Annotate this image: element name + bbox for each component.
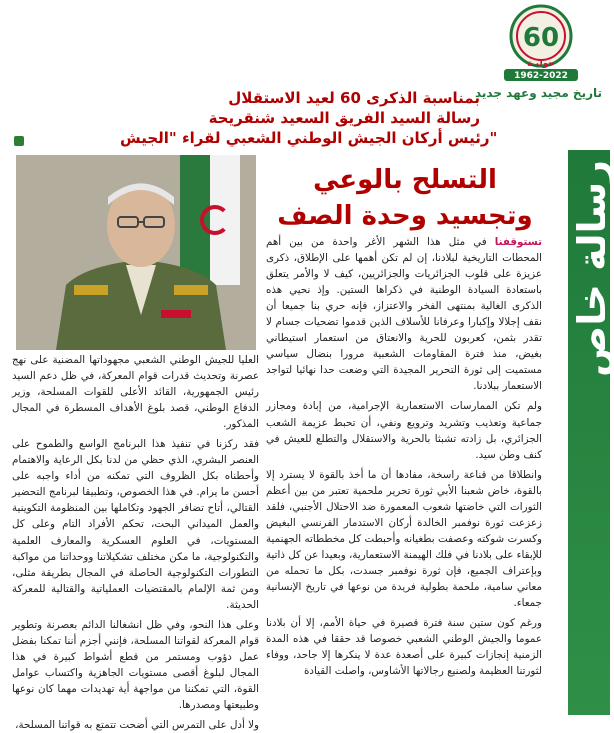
headline	[120, 88, 498, 148]
subheading-line-1: التسلح بالوعي	[313, 165, 497, 195]
section-sidebar	[568, 150, 614, 715]
headline-line-3: رئيس أركان الجيش الوطني الشعبي لقراء "الجيش"	[120, 129, 498, 147]
headline-line-1: بمناسبة الذكرى 60 لعيد الاستقلال	[228, 89, 480, 107]
decorative-square	[14, 136, 24, 146]
date-tag: تاريخ مجيد وعهد جديد	[474, 86, 602, 100]
paragraph: ورغم كون ستين سنة فترة قصيرة في حياة الأمم، إلا أن بلادنا عموما والجيش الوطني الشعبي خصوصا قد حققا في هذه المدة الزمنية إنجازات كبيرة على أصعدة عدة لا ينكرها إلا جاحد، ووفاء لثورتنا العظيمة ولصنيع رجالاتها الأشاوس، واصلت القيادة	[266, 617, 542, 678]
logo-year-range: 1962-2022	[514, 71, 568, 81]
paragraph: وعلى هذا النحو، وفي ظل انشغالنا الدائم بعصرنة وتطوير قوام المعركة لقواتنا المسلحة، فإنني أجزم أننا تمكنا بفضل عمل دؤوب ومستمر من قطع أشواط كبيرة في هذا المجال لبلوغ أقصى مستويات الجاهزية واكتساب عوامل القوة، التي تمكننا من مواجهة أية تهديدات مهما كان نوعها وطبيعتها ومصدرها.	[12, 618, 259, 711]
paragraph: العليا للجيش الوطني الشعبي مجهوداتها المضنية على نهج عصرنة وتحديث قدرات قوام المعركة، في ظل دعم السيد رئيس الجمهورية، القائد الأعلى للقوات المسلحة، وزير الدفاع الوطني، قصد بلوغ الأهداف المسطرة في المجال المذكور.	[12, 354, 259, 431]
logo-caption: حوليـة	[527, 59, 555, 69]
subheading-line-2: وتجسيد وحدة الصف	[277, 201, 533, 231]
logo-number: 60	[522, 23, 560, 53]
paragraph: ولا أدل على التمرس التي أضحت تتمتع به قواتنا المسلحة،	[15, 719, 259, 732]
headline-line-2: رسالة السيد الفريق السعيد شنقريحة	[208, 109, 480, 127]
officer-photo	[16, 155, 256, 350]
subheading	[270, 162, 540, 234]
article-column-right	[266, 234, 542, 714]
paragraph: ولم تكن الممارسات الاستعمارية الإجرامية، من إبادة ومجازر جماعية وتعذيب وتشريد وترويع ونفي، أن تحبط عزيمة الشعب الجزائري، بل زادته تشبثا بالحرية والاستقلال والتطلع للعيش في كنف وطن سيد.	[266, 400, 542, 461]
article-column-left	[12, 352, 259, 732]
sidebar-title: رسالة خاص	[570, 160, 614, 377]
paragraph: فقد ركزنا في تنفيذ هذا البرنامج الواسع والطموح على العنصر البشري، الذي حظي من لدنا بكل الرعاية والاهتمام وأحطناه بكل الظروف التي تمكنه من أداء واجبه على أحسن ما يرام. في هذا الخصوص، وتطبيقا لبرنامج التحضير القتالي، أتاح تضافر الجهود وتكاملها بين المنظومة التكوينية والعمل الميداني البحت، تحكم الأفراد التام وعلى كل المستويات، في العلوم العسكرية والمعارف العلمية والتكنولوجية، ما مكن مختلف تشكيلاتنا ووحداتنا من مواكبة التطورات التكنولوجية الحاصلة في المجال بطريقة مثلى، ومن ثمة الإلمام بالمقتضيات العملياتية والقتالية للمعركة الحديثة.	[12, 438, 259, 611]
page-header	[0, 0, 610, 150]
anniversary-logo	[476, 2, 606, 82]
lead-keyword: تستوقفنا	[494, 236, 542, 248]
paragraph: وانطلاقا من قناعة راسخة، مفادها أن ما أخذ بالقوة لا يسترد إلا بالقوة، خاض شعبنا الأبي ثورة تحرير ملحمية تعتبر من بين أعظم الثورات التي خاضتها شعوب المعمورة ضد الاحتلال الأجنبي، فلقد زعزعت ثورة نوفمبر الخالدة أركان الاستدمار الفرنسي البغيض وكسرت شوكته وعصفت بطغيانه وأحبطت كل مخططاته الجهنمية للإبقاء على بلادنا في فلك الهيمنة الاستعمارية، وبعيدا عن كل ذاتية وبإعتراف الجميع، فإن ثورة نوفمبر جسدت، بكل ما تحمله من معاني سامية، ملحمة بطولية فريدة من نوعها في تاريخ الإنسانية جمعاء.	[266, 468, 542, 610]
officer-portrait	[46, 165, 236, 350]
paragraph-text: في مثل هذا الشهر الأغر واحدة من بين أهم المحطات التاريخية لبلادنا، إن لم تكن أهمها على الإطلاق، ذكرى عزيزة على قلوب الجزائريات والجزائريين، كيف لا والأمر يتعلق باستعادة السيادة الوطنية في ذكراها الستين. وإذ نحيي هذه الذكرى الغالية بمنتهى الفخر والاعتزاز، فإنه حري بنا جميعا أن نقف إجلالا وإكبارا وعرفانا للأسلاف الذين قدموا تضحيات جسام لا تقدر بثمن، كعربون للحرية والانعتاق من استعمار استيطاني بغيض، منذ فترة المقاومات الشعبية مرورا بنضال سياسي مستميت إلى ثورة التحرير المجيدة التي وضعت حدا نهائيا لتواجد الاستعمار ببلادنا.	[266, 236, 542, 393]
paragraph	[266, 234, 542, 394]
